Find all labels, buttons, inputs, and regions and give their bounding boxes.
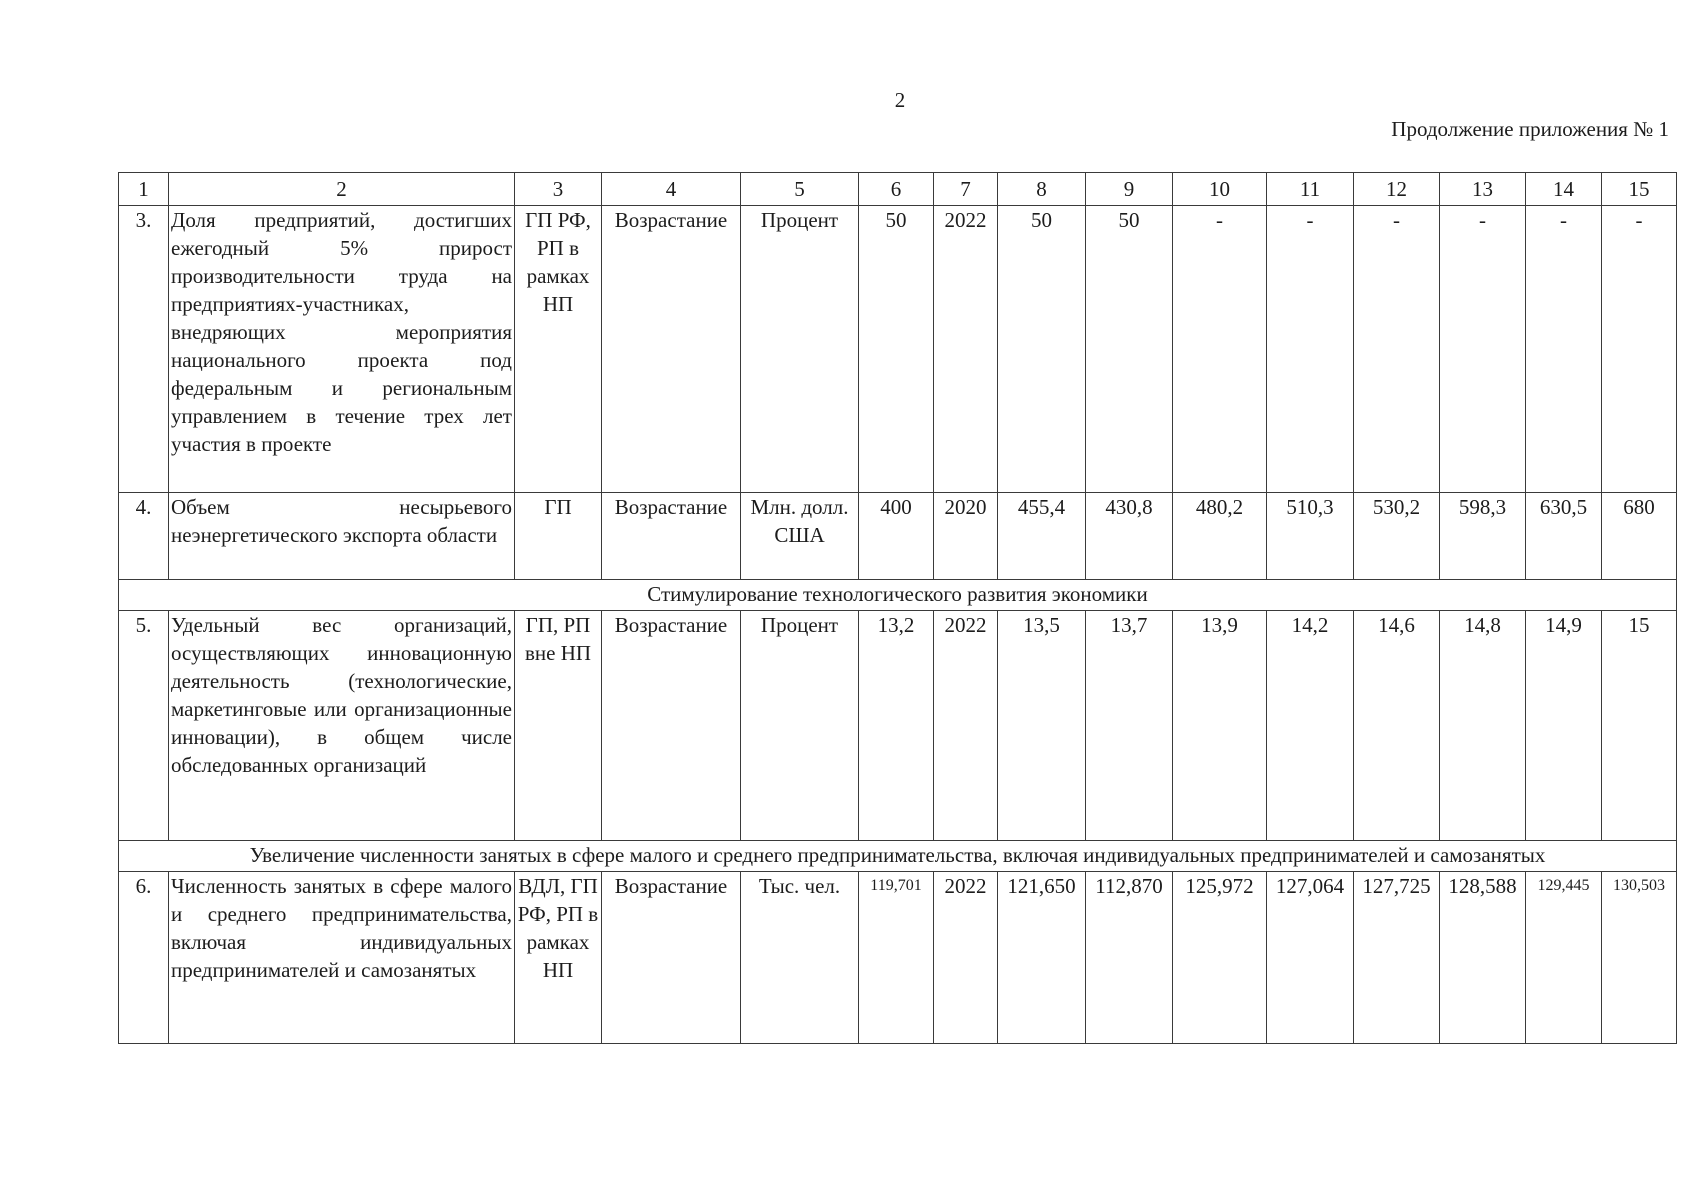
indicator-source: ГП РФ, РП в рамках НП [515,206,602,493]
section-title: Увеличение численности занятых в сфере малого и среднего предпринимательства, включая индивидуальных предпринимателей и самозанятых [119,841,1677,872]
indicator-trend: Возрастание [602,872,741,1044]
column-number: 13 [1440,173,1526,206]
indicator-trend: Возрастание [602,493,741,580]
indicator-trend: Возрастание [602,206,741,493]
value-col-10: 480,2 [1173,493,1267,580]
column-number: 2 [169,173,515,206]
table-row [119,611,1677,841]
column-number: 12 [1354,173,1440,206]
column-number: 8 [998,173,1086,206]
value-col-14: 129,445 [1526,872,1602,1044]
indicator-name: Численность занятых в сфере малого и среднего предпринимательства, включая индивидуальных предпринимателей и самозанятых [169,872,515,1044]
value-col-12: 530,2 [1354,493,1440,580]
value-col-15: - [1602,206,1677,493]
row-number: 3. [119,206,169,493]
row-number: 4. [119,493,169,580]
base-year: 2020 [934,493,998,580]
table-row [119,493,1677,580]
column-number: 4 [602,173,741,206]
value-col-8: 13,5 [998,611,1086,841]
column-number: 14 [1526,173,1602,206]
appendix-note: Продолжение приложения № 1 [1391,117,1669,141]
value-col-15: 680 [1602,493,1677,580]
value-col-13: 128,588 [1440,872,1526,1044]
base-year: 2022 [934,611,998,841]
column-number: 15 [1602,173,1677,206]
table-row [119,206,1677,493]
value-col-15: 15 [1602,611,1677,841]
value-col-11: 14,2 [1267,611,1354,841]
base-value: 13,2 [859,611,934,841]
column-number: 5 [741,173,859,206]
column-number: 10 [1173,173,1267,206]
value-col-13: - [1440,206,1526,493]
value-col-11: 127,064 [1267,872,1354,1044]
column-number: 7 [934,173,998,206]
indicator-unit: Процент [741,206,859,493]
base-year: 2022 [934,872,998,1044]
value-col-11: 510,3 [1267,493,1354,580]
value-col-12: - [1354,206,1440,493]
section-row [119,841,1677,872]
column-number: 6 [859,173,934,206]
value-col-8: 50 [998,206,1086,493]
indicator-unit: Млн. долл. США [741,493,859,580]
value-col-8: 455,4 [998,493,1086,580]
indicator-source: ГП [515,493,602,580]
section-row [119,580,1677,611]
row-number: 6. [119,872,169,1044]
value-col-15: 130,503 [1602,872,1677,1044]
indicator-trend: Возрастание [602,611,741,841]
value-col-14: 630,5 [1526,493,1602,580]
value-col-12: 127,725 [1354,872,1440,1044]
indicator-unit: Тыс. чел. [741,872,859,1044]
value-col-13: 598,3 [1440,493,1526,580]
indicator-name: Доля предприятий, достигших ежегодный 5% прирост производительности труда на предприятиях-участниках, внедряющих мероприятия национального проекта под федеральным и региональным управлением в течение трех лет участия в проекте [169,206,515,493]
value-col-10: - [1173,206,1267,493]
table-row [119,872,1677,1044]
base-value: 50 [859,206,934,493]
section-title: Стимулирование технологического развития экономики [119,580,1677,611]
indicator-unit: Процент [741,611,859,841]
column-number: 3 [515,173,602,206]
indicator-name: Объем несырьевого неэнергетического экспорта области [169,493,515,580]
column-number: 1 [119,173,169,206]
value-col-10: 125,972 [1173,872,1267,1044]
indicators-table [118,172,1677,1044]
indicator-source: ГП, РП вне НП [515,611,602,841]
row-number: 5. [119,611,169,841]
value-col-9: 430,8 [1086,493,1173,580]
indicator-name: Удельный вес организаций, осуществляющих инновационную деятельность (технологические, маркетинговые или организационные инновации), в общем числе обследованных организаций [169,611,515,841]
value-col-8: 121,650 [998,872,1086,1044]
column-numbers-row [119,173,1677,206]
value-col-10: 13,9 [1173,611,1267,841]
base-value: 119,701 [859,872,934,1044]
value-col-9: 13,7 [1086,611,1173,841]
value-col-14: 14,9 [1526,611,1602,841]
column-number: 9 [1086,173,1173,206]
value-col-11: - [1267,206,1354,493]
indicator-source: ВДЛ, ГП РФ, РП в рамках НП [515,872,602,1044]
page-number: 2 [894,88,906,112]
column-number: 11 [1267,173,1354,206]
base-year: 2022 [934,206,998,493]
value-col-12: 14,6 [1354,611,1440,841]
base-value: 400 [859,493,934,580]
value-col-13: 14,8 [1440,611,1526,841]
value-col-9: 112,870 [1086,872,1173,1044]
value-col-14: - [1526,206,1602,493]
value-col-9: 50 [1086,206,1173,493]
